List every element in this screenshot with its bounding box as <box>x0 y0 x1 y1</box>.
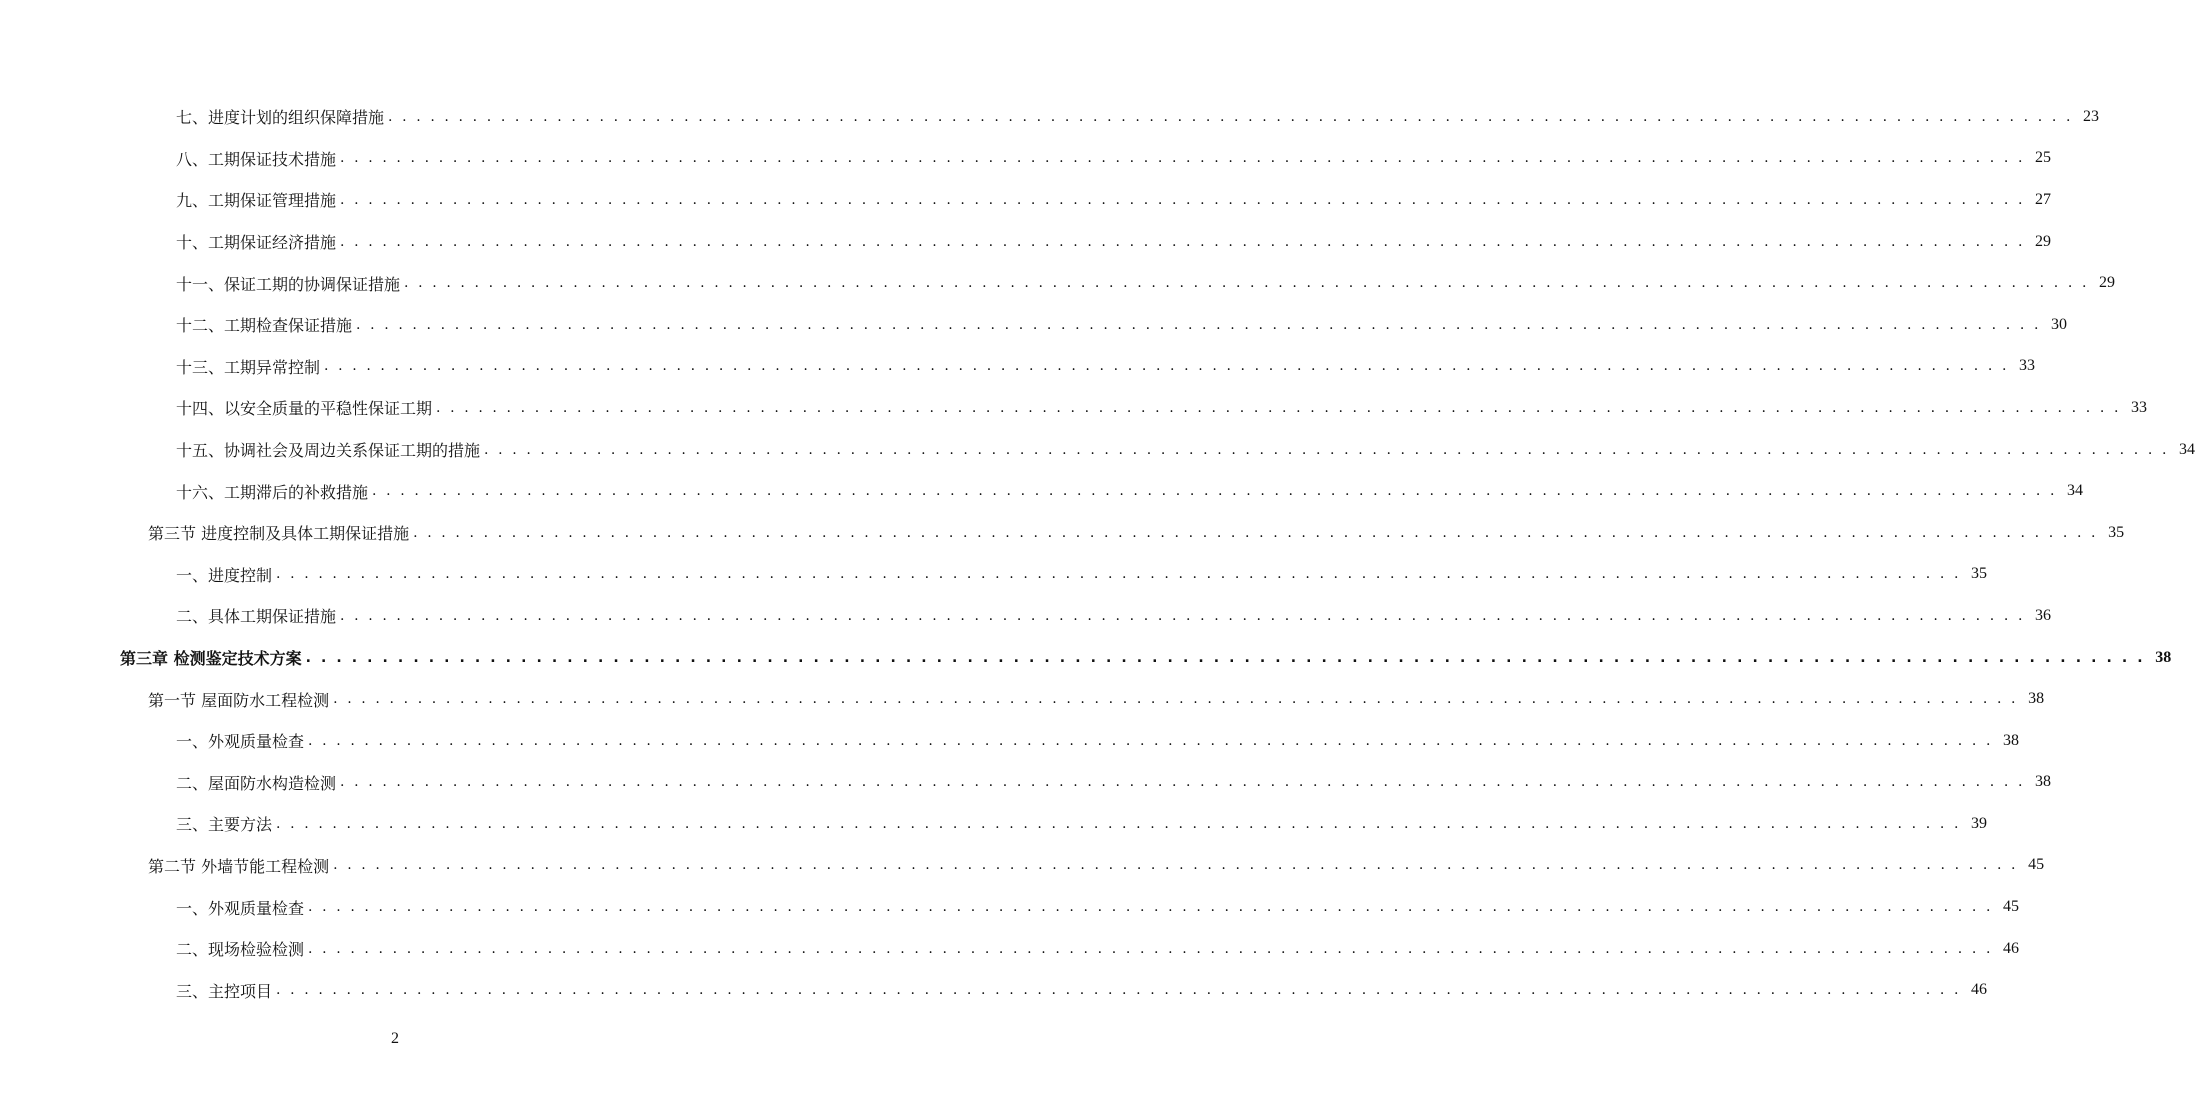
toc-entry-title: 八、工期保证技术措施 <box>176 149 337 169</box>
toc-entry-title: 十、工期保证经济措施 <box>176 233 337 253</box>
toc-entry-page: 34 <box>2067 482 2084 500</box>
toc-entry-title: 十三、工期异常控制 <box>176 357 321 377</box>
toc-leader-dots: . . . . . . . . . . . . . . . . . . . . . . . . . . . . . . . . . . . . . . . . . . . . . . . . . . . . . . . . . . . . . . . . . . . . . . . . . . . . . . . . . . . . . . . . . . . . . . . . . . . . . . . . . . . . . . . . . . . . . . . . <box>308 940 1994 957</box>
toc-entry[interactable] <box>0 595 2052 637</box>
toc-entry-page: 46 <box>2003 939 2020 957</box>
toc-entry[interactable] <box>0 928 2020 970</box>
toc-entry-page: 27 <box>2035 190 2052 208</box>
toc-entry-title: 三、主控项目 <box>176 981 273 1001</box>
toc-entry-title: 第三章 检测鉴定技术方案 <box>120 649 302 669</box>
toc-entry[interactable] <box>0 637 2172 679</box>
toc-entry-page: 35 <box>2108 523 2125 541</box>
toc-entry-page: 29 <box>2035 232 2052 250</box>
toc-entry[interactable] <box>0 720 2020 762</box>
toc-entry-page: 45 <box>2003 898 2020 916</box>
toc-entry-title: 第三节 进度控制及具体工期保证措施 <box>148 524 410 544</box>
toc-entry-page: 46 <box>1971 981 1988 999</box>
toc-entry[interactable] <box>0 512 2125 554</box>
toc-entry-title: 二、现场检验检测 <box>176 940 305 960</box>
toc-leader-dots: . . . . . . . . . . . . . . . . . . . . . . . . . . . . . . . . . . . . . . . . . . . . . . . . . . . . . . . . . . . . . . . . . . . . . . . . . . . . . . . . . . . . . . . . . . . . . . . . . . . . . . . . . . . . . . . . . . . . . . . . <box>308 899 1994 916</box>
toc-leader-dots: . . . . . . . . . . . . . . . . . . . . . . . . . . . . . . . . . . . . . . . . . . . . . . . . . . . . . . . . . . . . . . . . . . . . . . . . . . . . . . . . . . . . . . . . . . . . . . . . . . . . . . . . . . . . . . . . . . . . . . . . <box>340 191 2026 208</box>
toc-entry-page: 38 <box>2035 773 2052 791</box>
toc-entry-title: 一、进度控制 <box>176 565 273 585</box>
toc-leader-dots: . . . . . . . . . . . . . . . . . . . . . . . . . . . . . . . . . . . . . . . . . . . . . . . . . . . . . . . . . . . . . . . . . . . . . . . . . . . . . . . . . . . . . . . . . . . . . . . . . . . . . . . . . . . . . . . . . . . . . . . . <box>388 108 2074 125</box>
toc-entry-page: 45 <box>2028 856 2045 874</box>
toc-entry[interactable] <box>0 803 1988 845</box>
toc-entry-page: 38 <box>2155 648 2172 666</box>
toc-leader-dots: . . . . . . . . . . . . . . . . . . . . . . . . . . . . . . . . . . . . . . . . . . . . . . . . . . . . . . . . . . . . . . . . . . . . . . . . . . . . . . . . . . . . . . . . . . . . . . . . . . . . . . . . . . . . . . . . . . . . . . . . <box>413 524 2099 541</box>
toc-entry-page: 35 <box>1971 565 1988 583</box>
toc-entry-title: 七、进度计划的组织保障措施 <box>176 108 385 128</box>
toc-leader-dots: . . . . . . . . . . . . . . . . . . . . . . . . . . . . . . . . . . . . . . . . . . . . . . . . . . . . . . . . . . . . . . . . . . . . . . . . . . . . . . . . . . . . . . . . . . . . . . . . . . . . . . . . . . . . . . . . . . . . . . . . <box>333 691 2019 708</box>
toc-entry-title: 十六、工期滞后的补救措施 <box>176 482 369 502</box>
toc-entry[interactable] <box>0 429 2195 471</box>
toc-entry[interactable] <box>0 554 1988 596</box>
toc-entry-page: 33 <box>2131 398 2148 416</box>
toc-leader-dots: . . . . . . . . . . . . . . . . . . . . . . . . . . . . . . . . . . . . . . . . . . . . . . . . . . . . . . . . . . . . . . . . . . . . . . . . . . . . . . . . . . . . . . . . . . . . . . . . . . . . . . . . . . . . . . . . . . . . . . . . <box>333 857 2019 874</box>
toc-entry-title: 十五、协调社会及周边关系保证工期的措施 <box>176 441 481 461</box>
toc-leader-dots: . . . . . . . . . . . . . . . . . . . . . . . . . . . . . . . . . . . . . . . . . . . . . . . . . . . . . . . . . . . . . . . . . . . . . . . . . . . . . . . . . . . . . . . . . . . . . . . . . . . . . . . . . . . . . . . . . . . . . . . . <box>340 233 2026 250</box>
toc-entry-page: 38 <box>2003 731 2020 749</box>
toc-entry-title: 一、外观质量检查 <box>176 898 305 918</box>
toc-leader-dots: . . . . . . . . . . . . . . . . . . . . . . . . . . . . . . . . . . . . . . . . . . . . . . . . . . . . . . . . . . . . . . . . . . . . . . . . . . . . . . . . . . . . . . . . . . . . . . . . . . . . . . . . . . . . . . . . . . . . . . . . <box>305 649 2146 666</box>
toc-entry[interactable] <box>0 138 2052 180</box>
toc-leader-dots: . . . . . . . . . . . . . . . . . . . . . . . . . . . . . . . . . . . . . . . . . . . . . . . . . . . . . . . . . . . . . . . . . . . . . . . . . . . . . . . . . . . . . . . . . . . . . . . . . . . . . . . . . . . . . . . . . . . . . . . . <box>436 399 2122 416</box>
toc-entry-title: 二、屋面防水构造检测 <box>176 773 337 793</box>
toc-entry[interactable] <box>0 221 2052 263</box>
toc-entry-page: 34 <box>2179 440 2195 458</box>
toc-entry[interactable] <box>0 678 2045 720</box>
toc-entry[interactable] <box>0 96 2100 138</box>
toc-leader-dots: . . . . . . . . . . . . . . . . . . . . . . . . . . . . . . . . . . . . . . . . . . . . . . . . . . . . . . . . . . . . . . . . . . . . . . . . . . . . . . . . . . . . . . . . . . . . . . . . . . . . . . . . . . . . . . . . . . . . . . . . <box>340 607 2026 624</box>
toc-entry-page: 30 <box>2051 315 2068 333</box>
toc-entry[interactable] <box>0 470 2084 512</box>
table-of-contents <box>0 96 2195 1011</box>
toc-entry-title: 第二节 外墙节能工程检测 <box>148 856 330 876</box>
toc-leader-dots: . . . . . . . . . . . . . . . . . . . . . . . . . . . . . . . . . . . . . . . . . . . . . . . . . . . . . . . . . . . . . . . . . . . . . . . . . . . . . . . . . . . . . . . . . . . . . . . . . . . . . . . . . . . . . . . . . . . . . . . . <box>308 732 1994 749</box>
toc-leader-dots: . . . . . . . . . . . . . . . . . . . . . . . . . . . . . . . . . . . . . . . . . . . . . . . . . . . . . . . . . . . . . . . . . . . . . . . . . . . . . . . . . . . . . . . . . . . . . . . . . . . . . . . . . . . . . . . . . . . . . . . . <box>276 982 1962 999</box>
toc-entry-page: 29 <box>2099 274 2116 292</box>
toc-entry-page: 25 <box>2035 149 2052 167</box>
toc-leader-dots: . . . . . . . . . . . . . . . . . . . . . . . . . . . . . . . . . . . . . . . . . . . . . . . . . . . . . . . . . . . . . . . . . . . . . . . . . . . . . . . . . . . . . . . . . . . . . . . . . . . . . . . . . . . . . . . . . . . . . . . . <box>484 441 2170 458</box>
page-number: 2 <box>391 1030 399 1047</box>
toc-entry-title: 九、工期保证管理措施 <box>176 191 337 211</box>
toc-leader-dots: . . . . . . . . . . . . . . . . . . . . . . . . . . . . . . . . . . . . . . . . . . . . . . . . . . . . . . . . . . . . . . . . . . . . . . . . . . . . . . . . . . . . . . . . . . . . . . . . . . . . . . . . . . . . . . . . . . . . . . . . <box>276 815 1962 832</box>
toc-entry-page: 36 <box>2035 606 2052 624</box>
toc-leader-dots: . . . . . . . . . . . . . . . . . . . . . . . . . . . . . . . . . . . . . . . . . . . . . . . . . . . . . . . . . . . . . . . . . . . . . . . . . . . . . . . . . . . . . . . . . . . . . . . . . . . . . . . . . . . . . . . . . . . . . . . . <box>340 150 2026 167</box>
toc-entry[interactable] <box>0 886 2020 928</box>
toc-entry[interactable] <box>0 304 2068 346</box>
toc-entry-title: 第一节 屋面防水工程检测 <box>148 690 330 710</box>
toc-entry[interactable] <box>0 179 2052 221</box>
toc-entry[interactable] <box>0 387 2148 429</box>
toc-entry[interactable] <box>0 762 2052 804</box>
toc-entry[interactable] <box>0 262 2116 304</box>
toc-entry-page: 38 <box>2028 690 2045 708</box>
toc-leader-dots: . . . . . . . . . . . . . . . . . . . . . . . . . . . . . . . . . . . . . . . . . . . . . . . . . . . . . . . . . . . . . . . . . . . . . . . . . . . . . . . . . . . . . . . . . . . . . . . . . . . . . . . . . . . . . . . . . . . . . . . . <box>324 358 2010 375</box>
toc-entry[interactable] <box>0 346 2036 388</box>
toc-entry-title: 二、具体工期保证措施 <box>176 607 337 627</box>
toc-entry[interactable] <box>0 845 2045 887</box>
toc-leader-dots: . . . . . . . . . . . . . . . . . . . . . . . . . . . . . . . . . . . . . . . . . . . . . . . . . . . . . . . . . . . . . . . . . . . . . . . . . . . . . . . . . . . . . . . . . . . . . . . . . . . . . . . . . . . . . . . . . . . . . . . . <box>340 774 2026 791</box>
toc-entry-page: 23 <box>2083 107 2100 125</box>
toc-entry-title: 十四、以安全质量的平稳性保证工期 <box>176 399 433 419</box>
toc-entry-title: 十二、工期检查保证措施 <box>176 316 353 336</box>
toc-entry-page: 39 <box>1971 814 1988 832</box>
toc-leader-dots: . . . . . . . . . . . . . . . . . . . . . . . . . . . . . . . . . . . . . . . . . . . . . . . . . . . . . . . . . . . . . . . . . . . . . . . . . . . . . . . . . . . . . . . . . . . . . . . . . . . . . . . . . . . . . . . . . . . . . . . . <box>404 275 2090 292</box>
toc-entry-title: 三、主要方法 <box>176 815 273 835</box>
toc-entry-title: 一、外观质量检查 <box>176 732 305 752</box>
toc-leader-dots: . . . . . . . . . . . . . . . . . . . . . . . . . . . . . . . . . . . . . . . . . . . . . . . . . . . . . . . . . . . . . . . . . . . . . . . . . . . . . . . . . . . . . . . . . . . . . . . . . . . . . . . . . . . . . . . . . . . . . . . . <box>356 316 2042 333</box>
toc-entry[interactable] <box>0 969 1988 1011</box>
toc-leader-dots: . . . . . . . . . . . . . . . . . . . . . . . . . . . . . . . . . . . . . . . . . . . . . . . . . . . . . . . . . . . . . . . . . . . . . . . . . . . . . . . . . . . . . . . . . . . . . . . . . . . . . . . . . . . . . . . . . . . . . . . . <box>372 483 2058 500</box>
toc-leader-dots: . . . . . . . . . . . . . . . . . . . . . . . . . . . . . . . . . . . . . . . . . . . . . . . . . . . . . . . . . . . . . . . . . . . . . . . . . . . . . . . . . . . . . . . . . . . . . . . . . . . . . . . . . . . . . . . . . . . . . . . . <box>276 566 1962 583</box>
toc-entry-page: 33 <box>2019 357 2036 375</box>
toc-entry-title: 十一、保证工期的协调保证措施 <box>176 274 401 294</box>
